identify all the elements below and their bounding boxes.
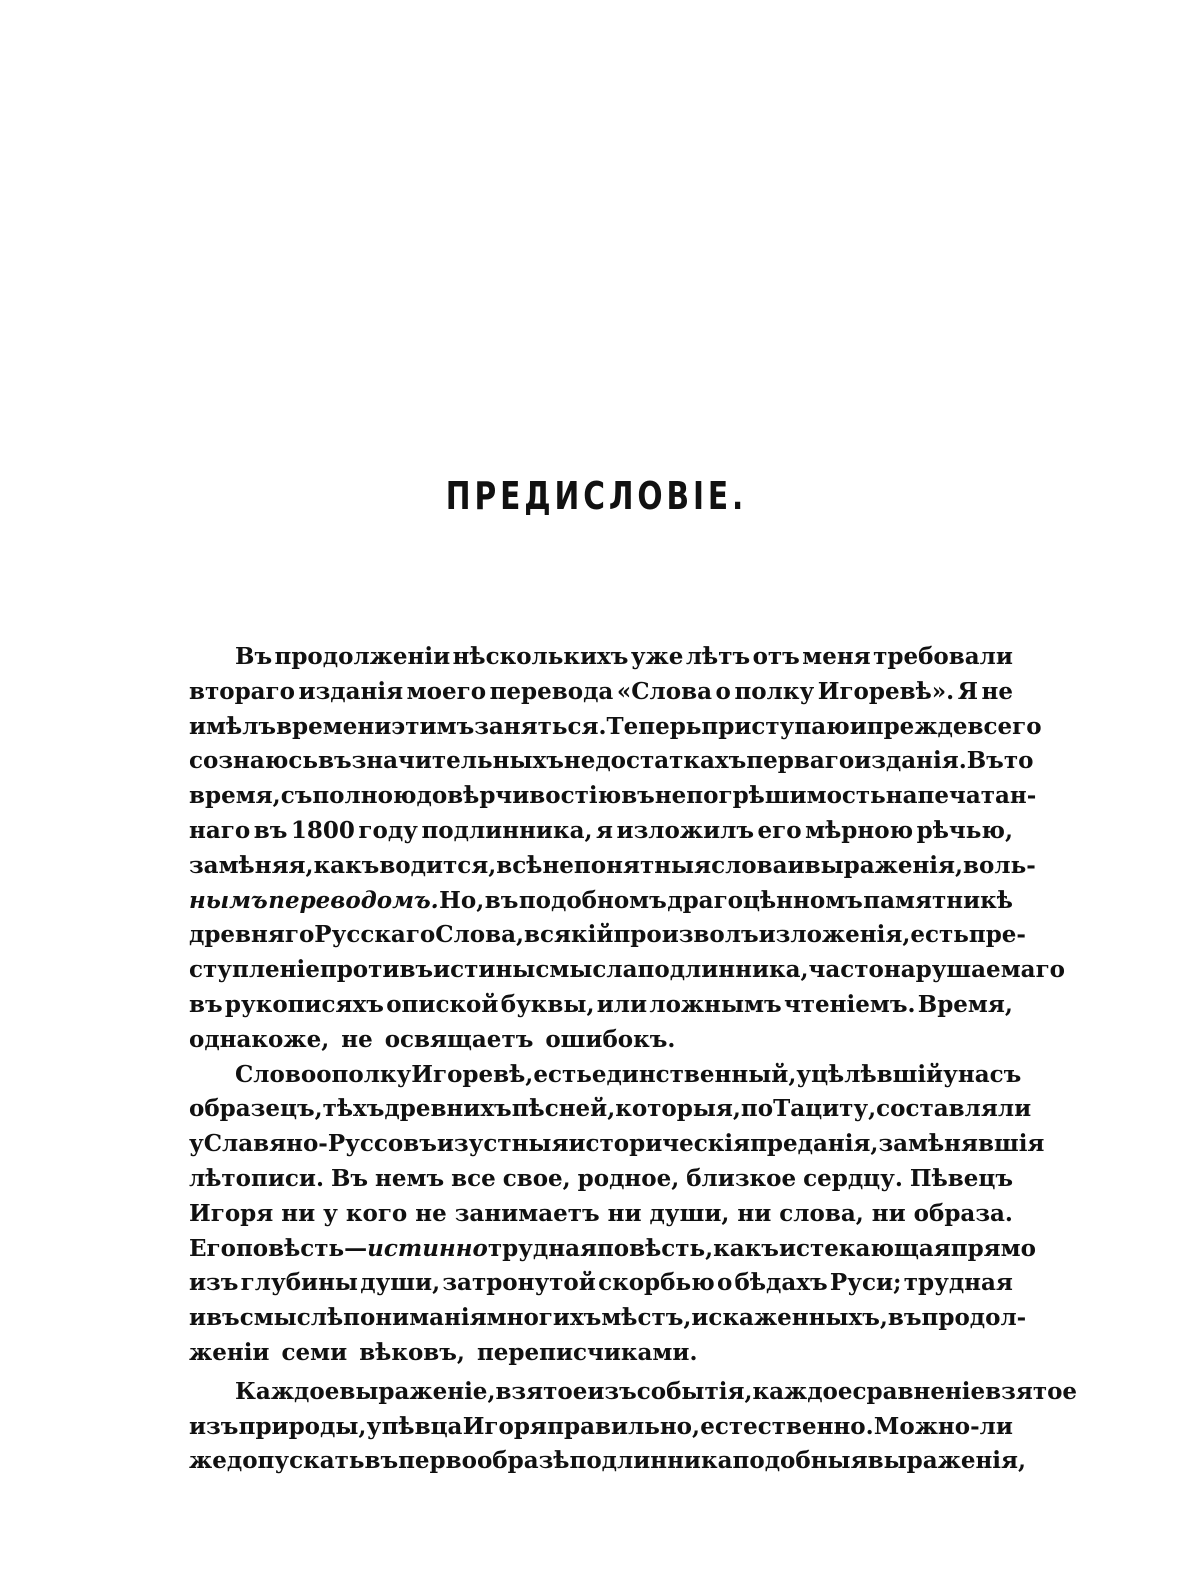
word: ни [871,1199,906,1227]
word: приступаю [701,712,850,740]
word: истинно [367,1234,488,1262]
word: всякій [524,921,614,949]
word: Каждое [235,1377,340,1405]
word: произволъ [613,921,759,949]
word: тѣхъ [322,1095,385,1123]
word: Теперь [606,712,702,740]
word: смысла [535,956,638,984]
word: многихъ [486,1304,602,1332]
word: подлинника [569,1447,733,1475]
word: пѣсней, [511,1095,616,1123]
word: о [316,1060,332,1088]
word: Въ [235,643,273,670]
word: родное, [577,1164,680,1192]
word: недостаткахъ [563,747,747,775]
word: ни [281,1199,316,1227]
word: изложилъ [616,816,754,844]
word: изданія. [854,747,967,775]
word: въ [317,747,352,775]
word: пѣвца [381,1412,463,1440]
word: искаженныхъ, [691,1304,888,1332]
word: нѣсколькихъ [452,643,629,670]
word: выраженія, [804,851,964,879]
word: однакоже, [189,1025,330,1053]
word: древнихъ [384,1095,512,1123]
word: о [715,677,731,705]
word: Славяно-Руссовъ [203,1130,437,1158]
text-line [189,953,1066,988]
word: изъ [587,1377,637,1405]
text-line [189,744,1034,779]
word: души, [360,1269,441,1297]
word: у [943,1060,958,1088]
word: трудная [903,1269,1013,1297]
word: полною [312,782,417,810]
word: выраженія, [867,1447,1027,1475]
word: скорбью [598,1269,715,1297]
text-line [189,1162,1013,1197]
word: этимъ [391,712,475,740]
word: ошибокъ. [545,1025,676,1053]
word: взятое [495,1377,588,1405]
word: ступленіе [189,956,320,984]
word: освящаетъ [384,1025,534,1053]
word: ни [737,1199,772,1227]
word: мѣстъ, [601,1304,692,1332]
word: у [189,1130,204,1158]
word: древняго [189,921,315,949]
text-line [189,1266,1013,1301]
word: повѣсть, [596,1234,714,1262]
word: отъ [752,643,800,670]
word: и [189,1304,207,1332]
page-title: ПРЕДИСЛОВІЕ. [445,474,748,518]
word: глубины [240,1269,358,1297]
word: воль- [963,851,1036,879]
text-line [189,640,1013,675]
word: прямо [950,1234,1036,1262]
word: историческія [568,1130,751,1158]
word: лѣтъ [685,643,751,670]
word: рукописяхъ [224,990,384,1018]
word: въ [484,886,519,914]
word: по [740,1095,774,1123]
word: «Слова [616,677,712,705]
word: опиской [386,990,499,1018]
word: Игоря [189,1199,274,1227]
text-line [189,1232,1036,1267]
word: въ [621,782,655,810]
text-line [189,849,1036,884]
word: буквы, [500,990,595,1018]
text-line [189,1127,1045,1162]
word: мѣрною [805,816,914,844]
word: чтеніемъ. [783,990,916,1018]
word: я [596,816,614,844]
word: довѣрчивостію [416,782,622,810]
word: уцѣлѣвшій [796,1060,944,1088]
word: меня [802,643,871,670]
word: значительныхъ [351,747,564,775]
word: затронутой [442,1269,596,1297]
word: ложнымъ [649,990,782,1018]
word: пониманія [343,1304,487,1332]
word: часто [808,956,884,984]
word: о [716,1269,733,1297]
word: которыя, [615,1095,741,1123]
word: перваго [746,747,855,775]
word: какъ [713,1234,779,1262]
word: переписчиками. [476,1338,698,1366]
word: Слова, [435,921,525,949]
word: все [451,1164,496,1192]
word: изданія [298,677,404,705]
word: его [757,816,802,844]
word: подлинника, [421,816,593,844]
word: полку [331,1060,412,1088]
word: или [596,990,648,1018]
word: полку [734,677,815,705]
text-line [189,1092,1032,1127]
word: истины [433,956,536,984]
word: не [415,1199,447,1227]
body-text [189,640,1078,1479]
text-line [189,1197,1013,1232]
word: первообразѣ [398,1447,570,1475]
word: есть [533,1060,592,1088]
word: перевода [489,677,614,705]
word: и [787,851,805,879]
word: прежде [866,712,968,740]
word: ни [607,1199,642,1227]
text-line [189,675,1013,710]
word: смыслѣ [239,1304,344,1332]
word: Русскаго [314,921,436,949]
word: повѣсть [235,1234,345,1262]
word: подобныя [732,1447,868,1475]
word: Руси; [829,1269,902,1297]
word: памятникѣ [863,886,1013,914]
word: близкое [686,1164,797,1192]
word: моего [406,677,487,705]
word: — [344,1234,368,1262]
word: допускать [226,1447,365,1475]
word: изложенія, [758,921,911,949]
text-line [189,710,1042,745]
text-line [189,884,1013,919]
word: и [849,712,867,740]
word: не [981,677,1013,705]
word: выраженіе, [339,1377,496,1405]
word: всего [967,712,1042,740]
word: изъ [189,1412,239,1440]
word: Пѣвецъ [909,1164,1013,1192]
word: бѣдахъ [734,1269,828,1297]
word: трудная [487,1234,597,1262]
word: сравненіе [852,1377,986,1405]
word: въ [887,1304,922,1332]
word: лѣтописи. [189,1164,324,1192]
word: рѣчью, [916,816,1013,844]
word: подобномъ [518,886,667,914]
word: въ [206,1304,240,1332]
word: съ [280,782,313,810]
text-line [189,1336,1013,1371]
word: подлинника, [637,956,809,984]
word: правильно, [547,1412,701,1440]
word: напечатан- [885,782,1037,810]
word: занимаетъ [454,1199,600,1227]
text-line [189,1375,1078,1410]
word: противъ [319,956,434,984]
word: втораго [189,677,295,705]
word: у [366,1412,382,1440]
text-line [189,988,1013,1023]
word: въ [253,816,288,844]
word: Игоревѣ». [817,677,955,705]
word: образа. [913,1199,1013,1227]
word: слова, [779,1199,864,1227]
word: драгоцѣнномъ [667,886,863,914]
word: Но, [439,886,485,914]
word: Въ [966,747,1004,775]
word: немъ [375,1164,445,1192]
word: то [1003,747,1034,775]
word: всѣ [496,851,543,879]
word: Тациту, [773,1095,877,1123]
word: есть [910,921,969,949]
word: событія, [636,1377,753,1405]
word: замѣняя, [189,851,314,879]
word: нымъ [189,886,268,914]
word: насъ [957,1060,1022,1088]
word: сознаюсь [189,747,318,775]
word: времени [276,712,392,740]
word: не [341,1025,373,1053]
word: непонятныя [542,851,712,879]
word: время, [189,782,281,810]
word: Игоря [462,1412,547,1440]
word: нарушаемаго [883,956,1066,984]
text-line [189,1058,1022,1093]
word: Въ [330,1164,369,1192]
word: непогрѣшимость [654,782,886,810]
word: въ [189,990,223,1018]
text-line [189,814,1013,849]
word: же [189,1447,227,1475]
word: Игоревѣ, [411,1060,534,1088]
word: въ [364,1447,399,1475]
word: образецъ, [189,1095,323,1123]
word: Я [957,677,978,705]
word: требовали [873,643,1013,670]
text-line [189,1410,1013,1445]
word: слова [711,851,788,879]
word: продол- [921,1304,1027,1332]
word: вѣковъ, [359,1338,465,1366]
word: женіи [189,1338,270,1366]
word: души, [649,1199,730,1227]
word: году [358,816,418,844]
word: уже [630,643,684,670]
text-line [189,1023,1013,1058]
word: взятое [985,1377,1078,1405]
word: переводомъ. [268,886,439,914]
word: истекающая [778,1234,951,1262]
word: изъ [189,1269,239,1297]
word: природы, [238,1412,367,1440]
word: заняться. [474,712,607,740]
text-line [189,1301,1027,1336]
word: Время, [917,990,1013,1018]
word: Слово [235,1060,317,1088]
text-line [189,918,1026,953]
word: изустныя [436,1130,569,1158]
word: замѣнявшія [878,1130,1045,1158]
word: каждое [752,1377,853,1405]
word: преданія, [750,1130,879,1158]
word: составляли [876,1095,1032,1123]
word: кого [345,1199,408,1227]
word: водится, [379,851,497,879]
text-line [189,1444,1027,1479]
word: 1800 [290,816,355,844]
word: Его [189,1234,236,1262]
word: у [323,1199,338,1227]
word: единственный, [591,1060,797,1088]
word: свое, [502,1164,571,1192]
word: продолженіи [274,643,451,670]
word: Можно-ли [873,1412,1013,1440]
word: какъ [313,851,380,879]
word: наго [189,816,251,844]
word: имѣлъ [189,712,277,740]
word: сердцу. [803,1164,903,1192]
word: семи [281,1338,348,1366]
text-line [189,779,1037,814]
word: пре- [968,921,1026,949]
word: естественно. [700,1412,874,1440]
